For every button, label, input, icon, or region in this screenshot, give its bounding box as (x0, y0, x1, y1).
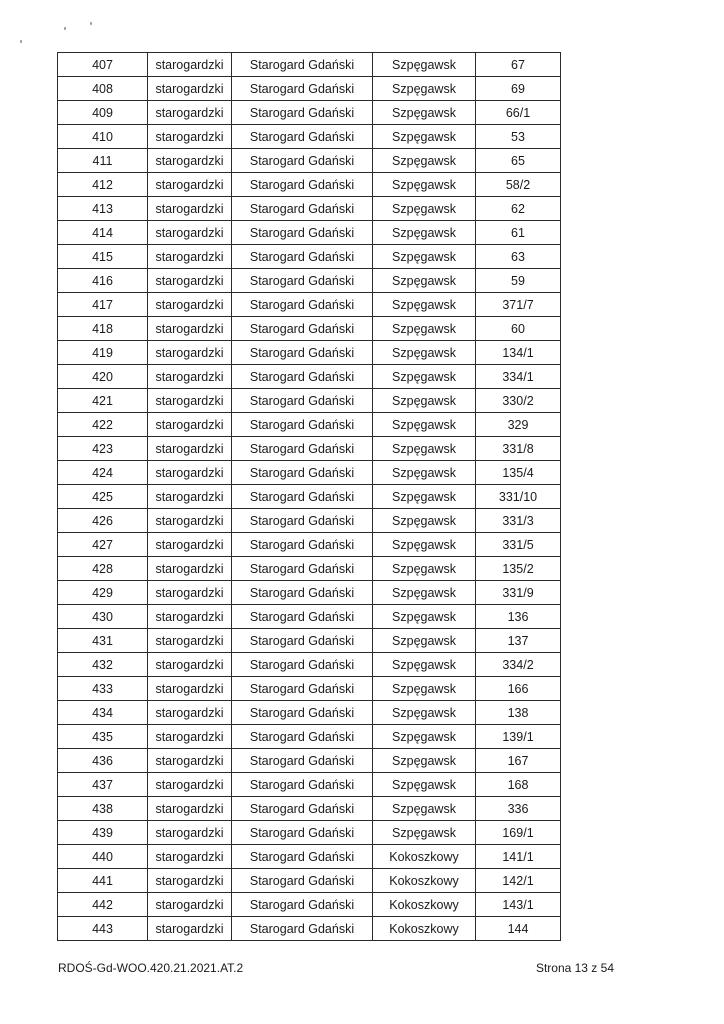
county-cell: starogardzki (148, 629, 232, 653)
county-cell: starogardzki (148, 869, 232, 893)
commune-cell: Starogard Gdański (232, 413, 373, 437)
precinct-cell: Szpęgawsk (373, 485, 476, 509)
commune-cell: Starogard Gdański (232, 773, 373, 797)
county-cell: starogardzki (148, 725, 232, 749)
precinct-cell: Szpęgawsk (373, 605, 476, 629)
county-cell: starogardzki (148, 773, 232, 797)
precinct-cell: Szpęgawsk (373, 509, 476, 533)
row-number-cell: 424 (58, 461, 148, 485)
table-row (58, 413, 561, 437)
precinct-cell: Szpęgawsk (373, 149, 476, 173)
parcel-number-cell: 331/3 (476, 509, 561, 533)
row-number-cell: 415 (58, 245, 148, 269)
parcel-number-cell: 331/8 (476, 437, 561, 461)
county-cell: starogardzki (148, 557, 232, 581)
commune-cell: Starogard Gdański (232, 245, 373, 269)
parcel-number-cell: 142/1 (476, 869, 561, 893)
county-cell: starogardzki (148, 197, 232, 221)
table-row (58, 725, 561, 749)
table-row (58, 557, 561, 581)
commune-cell: Starogard Gdański (232, 821, 373, 845)
row-number-cell: 420 (58, 365, 148, 389)
commune-cell: Starogard Gdański (232, 461, 373, 485)
parcel-number-cell: 59 (476, 269, 561, 293)
precinct-cell: Kokoszkowy (373, 917, 476, 941)
row-number-cell: 411 (58, 149, 148, 173)
parcel-number-cell: 168 (476, 773, 561, 797)
county-cell: starogardzki (148, 821, 232, 845)
table-row (58, 917, 561, 941)
commune-cell: Starogard Gdański (232, 77, 373, 101)
table-row (58, 461, 561, 485)
county-cell: starogardzki (148, 653, 232, 677)
table-row (58, 341, 561, 365)
precinct-cell: Kokoszkowy (373, 869, 476, 893)
commune-cell: Starogard Gdański (232, 605, 373, 629)
row-number-cell: 430 (58, 605, 148, 629)
table-row (58, 293, 561, 317)
row-number-cell: 432 (58, 653, 148, 677)
commune-cell: Starogard Gdański (232, 917, 373, 941)
parcel-number-cell: 336 (476, 797, 561, 821)
parcel-number-cell: 166 (476, 677, 561, 701)
county-cell: starogardzki (148, 77, 232, 101)
row-number-cell: 440 (58, 845, 148, 869)
commune-cell: Starogard Gdański (232, 533, 373, 557)
commune-cell: Starogard Gdański (232, 653, 373, 677)
parcel-number-cell: 371/7 (476, 293, 561, 317)
precinct-cell: Szpęgawsk (373, 629, 476, 653)
row-number-cell: 431 (58, 629, 148, 653)
table-row (58, 245, 561, 269)
table-row (58, 389, 561, 413)
row-number-cell: 422 (58, 413, 148, 437)
commune-cell: Starogard Gdański (232, 701, 373, 725)
county-cell: starogardzki (148, 221, 232, 245)
parcel-number-cell: 331/10 (476, 485, 561, 509)
scan-speck (64, 27, 66, 30)
precinct-cell: Szpęgawsk (373, 221, 476, 245)
county-cell: starogardzki (148, 125, 232, 149)
commune-cell: Starogard Gdański (232, 725, 373, 749)
row-number-cell: 435 (58, 725, 148, 749)
table-row (58, 677, 561, 701)
parcel-table-body (58, 53, 561, 941)
county-cell: starogardzki (148, 437, 232, 461)
table-row (58, 77, 561, 101)
commune-cell: Starogard Gdański (232, 557, 373, 581)
precinct-cell: Szpęgawsk (373, 725, 476, 749)
parcel-number-cell: 66/1 (476, 101, 561, 125)
county-cell: starogardzki (148, 461, 232, 485)
row-number-cell: 412 (58, 173, 148, 197)
table-row (58, 797, 561, 821)
table-row (58, 365, 561, 389)
table-row (58, 437, 561, 461)
county-cell: starogardzki (148, 581, 232, 605)
commune-cell: Starogard Gdański (232, 485, 373, 509)
commune-cell: Starogard Gdański (232, 365, 373, 389)
commune-cell: Starogard Gdański (232, 125, 373, 149)
table-row (58, 53, 561, 77)
precinct-cell: Szpęgawsk (373, 773, 476, 797)
row-number-cell: 414 (58, 221, 148, 245)
county-cell: starogardzki (148, 293, 232, 317)
parcel-number-cell: 330/2 (476, 389, 561, 413)
table-row (58, 221, 561, 245)
table-row (58, 581, 561, 605)
precinct-cell: Szpęgawsk (373, 701, 476, 725)
row-number-cell: 408 (58, 77, 148, 101)
row-number-cell: 439 (58, 821, 148, 845)
county-cell: starogardzki (148, 173, 232, 197)
precinct-cell: Szpęgawsk (373, 173, 476, 197)
precinct-cell: Szpęgawsk (373, 749, 476, 773)
commune-cell: Starogard Gdański (232, 677, 373, 701)
parcel-table (57, 52, 561, 941)
row-number-cell: 434 (58, 701, 148, 725)
row-number-cell: 409 (58, 101, 148, 125)
commune-cell: Starogard Gdański (232, 53, 373, 77)
parcel-number-cell: 169/1 (476, 821, 561, 845)
precinct-cell: Szpęgawsk (373, 53, 476, 77)
commune-cell: Starogard Gdański (232, 581, 373, 605)
county-cell: starogardzki (148, 413, 232, 437)
table-row (58, 821, 561, 845)
parcel-number-cell: 331/9 (476, 581, 561, 605)
parcel-number-cell: 134/1 (476, 341, 561, 365)
row-number-cell: 436 (58, 749, 148, 773)
table-row (58, 653, 561, 677)
county-cell: starogardzki (148, 245, 232, 269)
parcel-number-cell: 53 (476, 125, 561, 149)
row-number-cell: 437 (58, 773, 148, 797)
county-cell: starogardzki (148, 605, 232, 629)
county-cell: starogardzki (148, 53, 232, 77)
table-row (58, 317, 561, 341)
parcel-number-cell: 135/2 (476, 557, 561, 581)
table-row (58, 773, 561, 797)
table-row (58, 149, 561, 173)
row-number-cell: 425 (58, 485, 148, 509)
precinct-cell: Szpęgawsk (373, 581, 476, 605)
commune-cell: Starogard Gdański (232, 269, 373, 293)
parcel-number-cell: 143/1 (476, 893, 561, 917)
table-row (58, 629, 561, 653)
commune-cell: Starogard Gdański (232, 629, 373, 653)
county-cell: starogardzki (148, 269, 232, 293)
parcel-number-cell: 60 (476, 317, 561, 341)
commune-cell: Starogard Gdański (232, 389, 373, 413)
commune-cell: Starogard Gdański (232, 173, 373, 197)
page-number: Strona 13 z 54 (535, 961, 614, 975)
parcel-number-cell: 144 (476, 917, 561, 941)
precinct-cell: Szpęgawsk (373, 653, 476, 677)
county-cell: starogardzki (148, 365, 232, 389)
commune-cell: Starogard Gdański (232, 797, 373, 821)
precinct-cell: Szpęgawsk (373, 101, 476, 125)
precinct-cell: Szpęgawsk (373, 197, 476, 221)
table-row (58, 605, 561, 629)
precinct-cell: Szpęgawsk (373, 413, 476, 437)
precinct-cell: Szpęgawsk (373, 821, 476, 845)
table-row (58, 197, 561, 221)
table-row (58, 101, 561, 125)
county-cell: starogardzki (148, 701, 232, 725)
commune-cell: Starogard Gdański (232, 221, 373, 245)
row-number-cell: 427 (58, 533, 148, 557)
parcel-number-cell: 61 (476, 221, 561, 245)
parcel-number-cell: 331/5 (476, 533, 561, 557)
county-cell: starogardzki (148, 677, 232, 701)
precinct-cell: Szpęgawsk (373, 341, 476, 365)
parcel-number-cell: 141/1 (476, 845, 561, 869)
precinct-cell: Szpęgawsk (373, 125, 476, 149)
county-cell: starogardzki (148, 797, 232, 821)
parcel-number-cell: 58/2 (476, 173, 561, 197)
commune-cell: Starogard Gdański (232, 749, 373, 773)
table-row (58, 173, 561, 197)
precinct-cell: Szpęgawsk (373, 317, 476, 341)
commune-cell: Starogard Gdański (232, 509, 373, 533)
scan-speck (20, 40, 22, 43)
parcel-number-cell: 62 (476, 197, 561, 221)
parcel-number-cell: 138 (476, 701, 561, 725)
table-row (58, 509, 561, 533)
row-number-cell: 429 (58, 581, 148, 605)
parcel-number-cell: 329 (476, 413, 561, 437)
commune-cell: Starogard Gdański (232, 845, 373, 869)
row-number-cell: 421 (58, 389, 148, 413)
county-cell: starogardzki (148, 917, 232, 941)
commune-cell: Starogard Gdański (232, 893, 373, 917)
row-number-cell: 407 (58, 53, 148, 77)
row-number-cell: 433 (58, 677, 148, 701)
parcel-number-cell: 334/1 (476, 365, 561, 389)
precinct-cell: Szpęgawsk (373, 269, 476, 293)
row-number-cell: 418 (58, 317, 148, 341)
row-number-cell: 443 (58, 917, 148, 941)
parcel-number-cell: 136 (476, 605, 561, 629)
row-number-cell: 442 (58, 893, 148, 917)
county-cell: starogardzki (148, 485, 232, 509)
table-row (58, 869, 561, 893)
commune-cell: Starogard Gdański (232, 197, 373, 221)
parcel-number-cell: 69 (476, 77, 561, 101)
county-cell: starogardzki (148, 533, 232, 557)
precinct-cell: Szpęgawsk (373, 557, 476, 581)
row-number-cell: 410 (58, 125, 148, 149)
row-number-cell: 441 (58, 869, 148, 893)
commune-cell: Starogard Gdański (232, 869, 373, 893)
parcel-number-cell: 334/2 (476, 653, 561, 677)
county-cell: starogardzki (148, 341, 232, 365)
parcel-number-cell: 135/4 (476, 461, 561, 485)
document-reference: RDOŚ-Gd-WOO.420.21.2021.AT.2 (58, 961, 244, 975)
row-number-cell: 416 (58, 269, 148, 293)
table-row (58, 701, 561, 725)
table-row (58, 269, 561, 293)
precinct-cell: Szpęgawsk (373, 389, 476, 413)
commune-cell: Starogard Gdański (232, 341, 373, 365)
table-row (58, 485, 561, 509)
parcel-number-cell: 65 (476, 149, 561, 173)
row-number-cell: 423 (58, 437, 148, 461)
county-cell: starogardzki (148, 101, 232, 125)
commune-cell: Starogard Gdański (232, 317, 373, 341)
precinct-cell: Szpęgawsk (373, 533, 476, 557)
precinct-cell: Szpęgawsk (373, 245, 476, 269)
table-row (58, 533, 561, 557)
table-row (58, 893, 561, 917)
table-row (58, 749, 561, 773)
precinct-cell: Szpęgawsk (373, 797, 476, 821)
county-cell: starogardzki (148, 149, 232, 173)
parcel-number-cell: 137 (476, 629, 561, 653)
county-cell: starogardzki (148, 749, 232, 773)
table-row (58, 125, 561, 149)
row-number-cell: 419 (58, 341, 148, 365)
precinct-cell: Szpęgawsk (373, 437, 476, 461)
commune-cell: Starogard Gdański (232, 293, 373, 317)
table-row (58, 845, 561, 869)
row-number-cell: 413 (58, 197, 148, 221)
row-number-cell: 428 (58, 557, 148, 581)
precinct-cell: Szpęgawsk (373, 293, 476, 317)
row-number-cell: 417 (58, 293, 148, 317)
precinct-cell: Szpęgawsk (373, 677, 476, 701)
precinct-cell: Szpęgawsk (373, 77, 476, 101)
parcel-number-cell: 139/1 (476, 725, 561, 749)
commune-cell: Starogard Gdański (232, 149, 373, 173)
precinct-cell: Szpęgawsk (373, 365, 476, 389)
county-cell: starogardzki (148, 509, 232, 533)
scan-speck (90, 22, 92, 25)
commune-cell: Starogard Gdański (232, 101, 373, 125)
row-number-cell: 438 (58, 797, 148, 821)
precinct-cell: Szpęgawsk (373, 461, 476, 485)
commune-cell: Starogard Gdański (232, 437, 373, 461)
county-cell: starogardzki (148, 389, 232, 413)
precinct-cell: Kokoszkowy (373, 845, 476, 869)
parcel-number-cell: 167 (476, 749, 561, 773)
parcel-number-cell: 63 (476, 245, 561, 269)
county-cell: starogardzki (148, 845, 232, 869)
precinct-cell: Kokoszkowy (373, 893, 476, 917)
row-number-cell: 426 (58, 509, 148, 533)
county-cell: starogardzki (148, 893, 232, 917)
parcel-number-cell: 67 (476, 53, 561, 77)
county-cell: starogardzki (148, 317, 232, 341)
